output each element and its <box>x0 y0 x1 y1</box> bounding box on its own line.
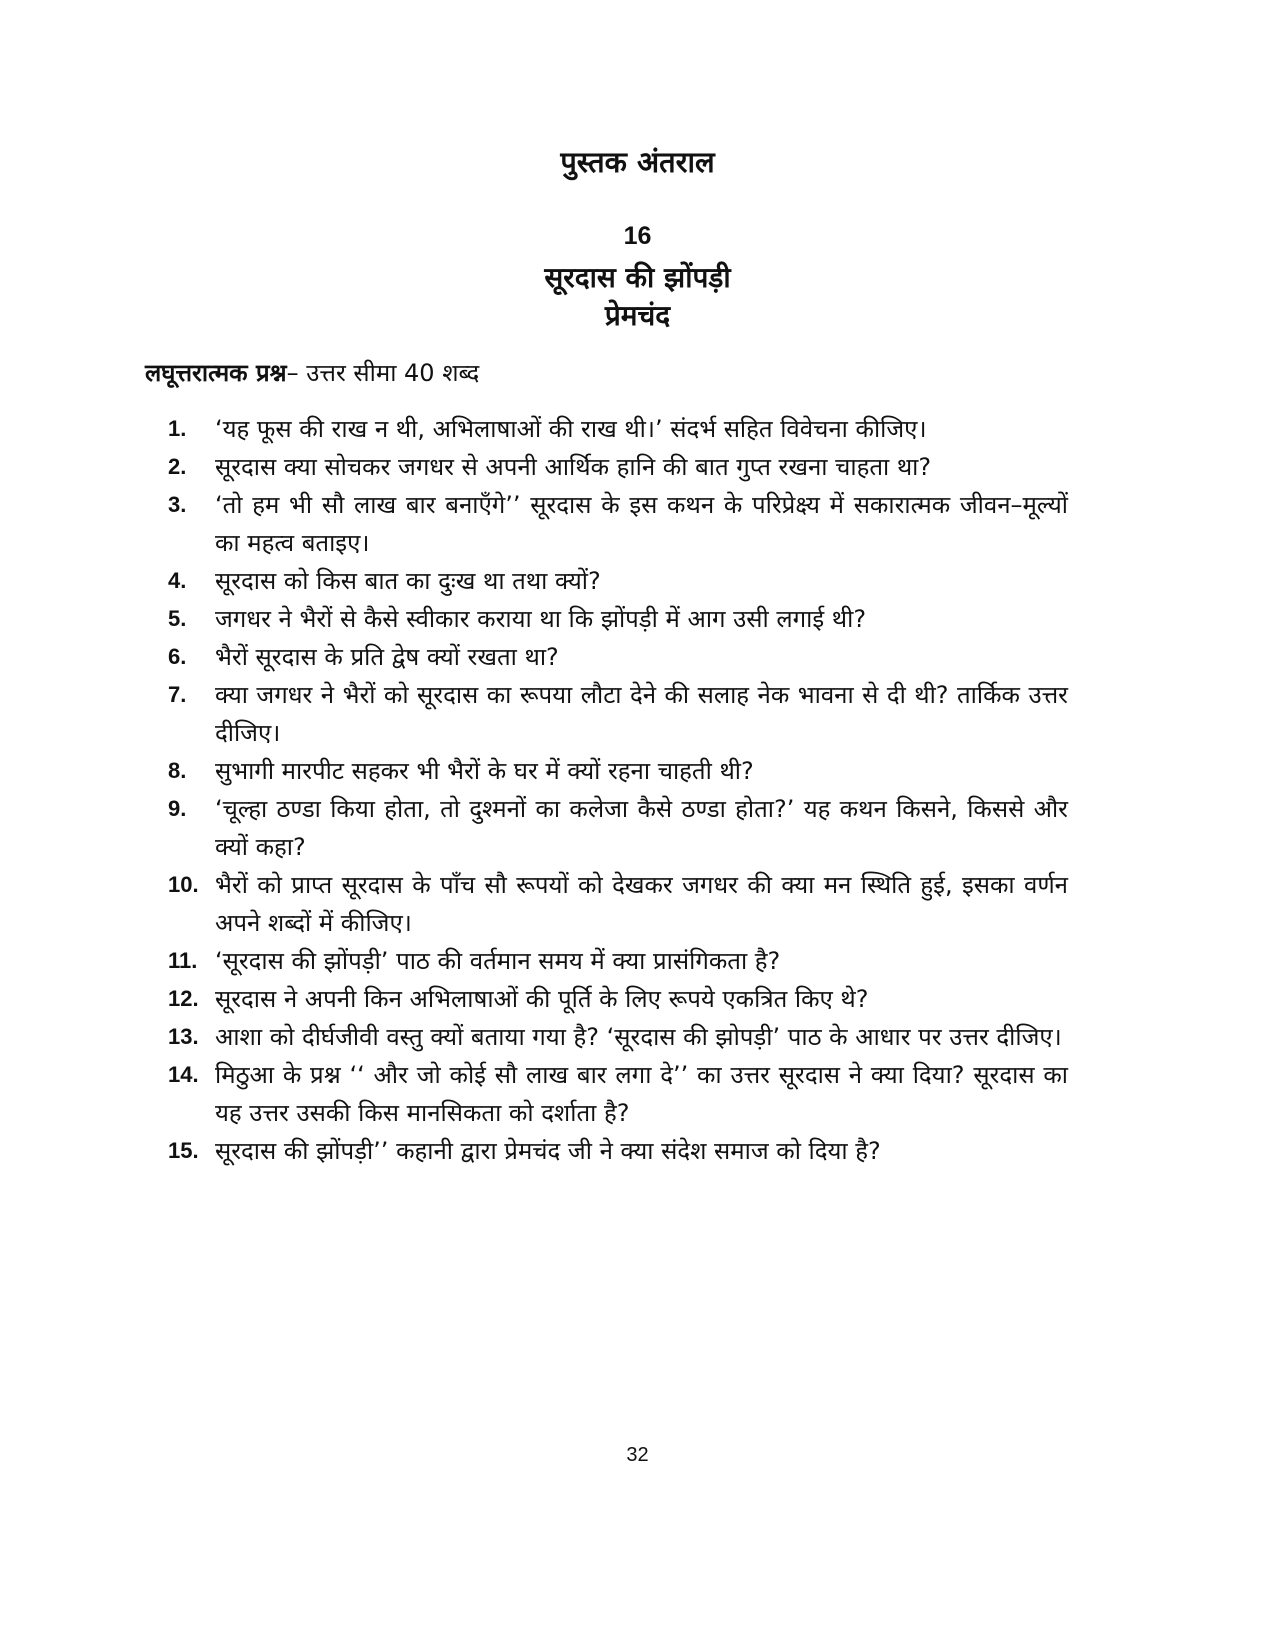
question-number: 7. <box>168 682 187 707</box>
question-item <box>168 638 1068 676</box>
question-number: 10. <box>168 872 199 897</box>
question-text: ‘सूरदास की झोंपड़ी’ पाठ की वर्तमान समय में क्या प्रासंगिकता है? <box>215 947 781 975</box>
question-number: 6. <box>168 644 187 669</box>
question-text: भैरों सूरदास के प्रति द्वेष क्यों रखता था? <box>215 643 559 671</box>
question-text: भैरों को प्राप्त सूरदास के पाँच सौ रूपयों को देखकर जगधर की क्या मन स्थिति हुई, इसका वर्णन अपने शब्दों में कीजिए। <box>215 871 1068 937</box>
question-item <box>168 752 1068 790</box>
question-item <box>168 448 1068 486</box>
question-text: सूरदास की झोंपड़ी’’ कहानी द्वारा प्रेमचंद जी ने क्या संदेश समाज को दिया है? <box>215 1137 881 1165</box>
question-item <box>168 1018 1068 1056</box>
question-number: 5. <box>168 606 187 631</box>
page-number: 32 <box>626 1444 649 1466</box>
question-text: सूरदास क्या सोचकर जगधर से अपनी आर्थिक हानि की बात गुप्त रखना चाहता था? <box>215 453 932 481</box>
question-text: ‘तो हम भी सौ लाख बार बनाएँगे’’ सूरदास के इस कथन के परिप्रेक्ष्य में सकारात्मक जीवन–मूल्यों का महत्व बताइए। <box>215 491 1068 557</box>
question-text: क्या जगधर ने भैरों को सूरदास का रूपया लौटा देने की सलाह नेक भावना से दी थी? तार्किक उत्तर दीजिए। <box>215 681 1068 747</box>
question-list <box>168 410 1068 1170</box>
question-item <box>168 600 1068 638</box>
question-item <box>168 676 1068 752</box>
question-number: 15. <box>168 1138 199 1163</box>
question-item <box>168 866 1068 942</box>
question-item <box>168 410 1068 448</box>
question-item <box>168 486 1068 562</box>
question-text: आशा को दीर्घजीवी वस्तु क्यों बताया गया है? ‘सूरदास की झोपड़ी’ पाठ के आधार पर उत्तर दीजिए। <box>215 1023 1062 1051</box>
question-text: ‘यह फूस की राख न थी, अभिलाषाओं की राख थी।’ संदर्भ सहित विवेचना कीजिए। <box>215 415 927 443</box>
question-item <box>168 562 1068 600</box>
section-heading-limit: – उत्तर सीमा 40 शब्द <box>286 359 480 387</box>
section-heading-title: लघूत्तरात्मक प्रश्न <box>145 359 287 387</box>
chapter-number: 16 <box>623 222 652 250</box>
question-text: जगधर ने भैरों से कैसे स्वीकार कराया था कि झोंपड़ी में आग उसी लगाई थी? <box>215 605 867 633</box>
question-text: सुभागी मारपीट सहकर भी भैरों के घर में क्यों रहना चाहती थी? <box>215 757 754 785</box>
question-item <box>168 980 1068 1018</box>
question-item <box>168 1056 1068 1132</box>
question-text: ‘चूल्हा ठण्डा किया होता, तो दुश्मनों का कलेजा कैसे ठण्डा होता?’ यह कथन किसने, किससे और क्यों कहा? <box>215 795 1068 861</box>
question-item <box>168 942 1068 980</box>
question-number: 9. <box>168 796 187 821</box>
chapter-title: सूरदास की झोंपड़ी <box>544 261 731 294</box>
chapter-author: प्रेमचंद <box>604 299 671 332</box>
question-number: 4. <box>168 568 187 593</box>
question-number: 2. <box>168 454 187 479</box>
question-text: मिठुआ के प्रश्न ‘‘ और जो कोई सौ लाख बार लगा दे’’ का उत्तर सूरदास ने क्या दिया? सूरदास का यह उत्तर उसकी किस मानसिकता को दर्शाता है? <box>215 1061 1068 1127</box>
question-number: 3. <box>168 492 187 517</box>
question-number: 11. <box>168 948 198 973</box>
book-title: पुस्तक अंतराल <box>560 145 715 179</box>
question-text: सूरदास ने अपनी किन अभिलाषाओं की पूर्ति के लिए रूपये एकत्रित किए थे? <box>215 985 869 1013</box>
question-item <box>168 1132 1068 1170</box>
question-number: 14. <box>168 1062 199 1087</box>
question-number: 13. <box>168 1024 199 1049</box>
question-number: 1. <box>168 416 187 441</box>
section-heading <box>145 356 479 389</box>
question-number: 12. <box>168 986 199 1011</box>
question-text: सूरदास को किस बात का दुःख था तथा क्यों? <box>215 567 601 595</box>
question-item <box>168 790 1068 866</box>
question-number: 8. <box>168 758 187 783</box>
